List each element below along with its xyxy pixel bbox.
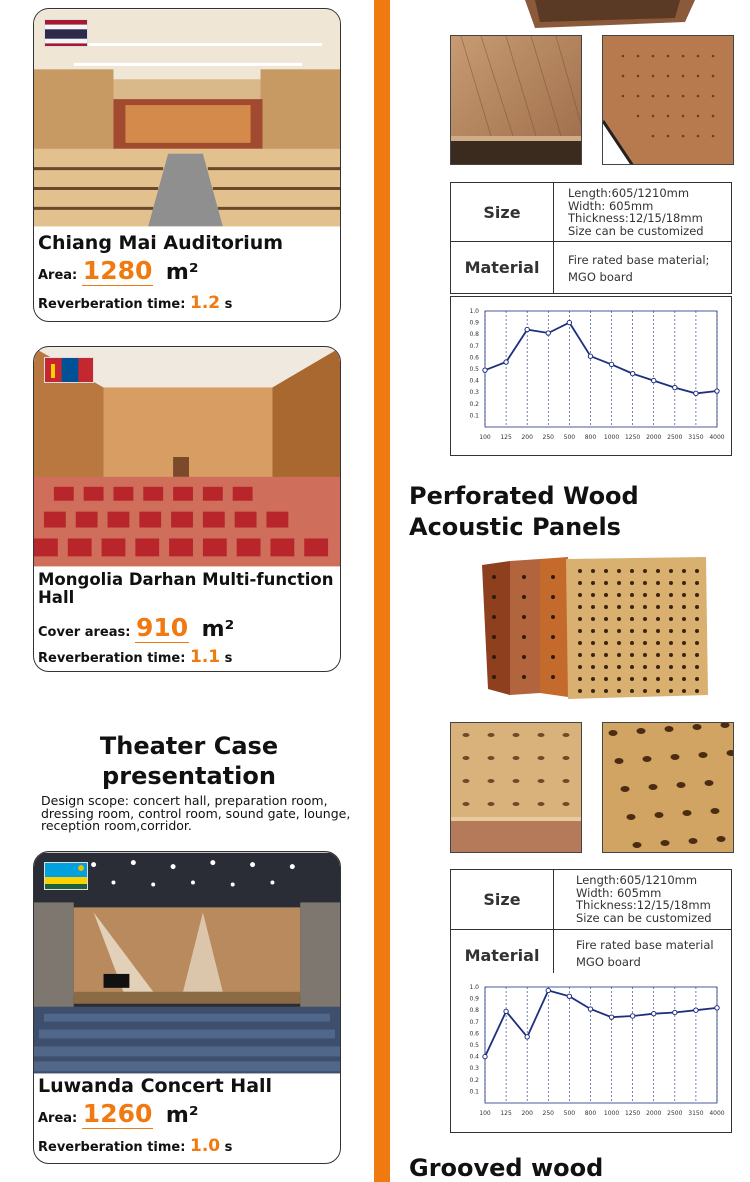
theater-title-line1: Theater Case xyxy=(99,732,279,760)
x-tick-label: 1000 xyxy=(603,1110,620,1117)
data-point xyxy=(567,994,571,998)
area-label: Cover areas: xyxy=(38,625,131,640)
x-tick-label: 500 xyxy=(563,434,576,441)
y-tick-label: 0.3 xyxy=(469,389,479,397)
theater-title xyxy=(84,731,294,791)
area-value: 1280 xyxy=(82,256,153,285)
y-tick-label: 0.2 xyxy=(469,400,479,408)
reverb-unit: s xyxy=(224,297,233,312)
x-tick-label: 1250 xyxy=(624,1110,641,1117)
case-reverb xyxy=(38,647,232,667)
x-tick-label: 3150 xyxy=(688,1110,704,1117)
theater-title-line2: presentation xyxy=(102,762,276,790)
area-unit: m² xyxy=(201,617,235,642)
spec-length: Length:605/1210mm xyxy=(576,873,698,887)
reverb-label: Reverberation time: xyxy=(38,1140,186,1155)
x-tick-label: 1000 xyxy=(603,434,620,441)
data-point xyxy=(715,1006,719,1010)
data-point xyxy=(483,368,487,372)
data-point xyxy=(525,1035,529,1039)
wood-panel-sample-1 xyxy=(450,35,582,165)
x-tick-label: 800 xyxy=(584,1110,597,1117)
thailand-flag-icon xyxy=(44,19,88,47)
data-point xyxy=(673,1010,677,1014)
perforated-sample-1 xyxy=(450,722,582,853)
data-point xyxy=(630,1014,634,1018)
x-tick-label: 125 xyxy=(500,434,512,441)
y-tick-label: 0.6 xyxy=(469,1030,479,1038)
data-point xyxy=(546,988,550,992)
case-name: Mongolia Darhan Multi-function Hall xyxy=(38,570,334,608)
spec-length: Length:605/1210mm xyxy=(568,186,690,200)
spec-material-values xyxy=(554,930,731,974)
x-tick-label: 800 xyxy=(584,434,597,441)
data-point xyxy=(525,327,529,331)
mongolia-flag-icon xyxy=(44,357,94,383)
panel-stack-top xyxy=(525,0,695,30)
section-title-line2: Acoustic Panels xyxy=(409,513,621,541)
y-tick-label: 0.3 xyxy=(469,1065,479,1073)
x-tick-label: 250 xyxy=(542,434,554,441)
reverb-value: 1.2 xyxy=(189,293,221,313)
series-line xyxy=(485,323,717,394)
spec-table-2 xyxy=(450,869,732,975)
data-point xyxy=(673,385,677,389)
plot-frame xyxy=(485,311,717,427)
data-point xyxy=(715,389,719,393)
data-point xyxy=(652,378,656,382)
perforated-panel-stack xyxy=(480,557,712,703)
x-tick-label: 4000 xyxy=(709,1110,725,1117)
x-tick-label: 200 xyxy=(521,434,533,441)
y-tick-label: 0.8 xyxy=(469,1007,479,1015)
data-point xyxy=(609,1015,613,1019)
x-tick-label: 500 xyxy=(563,1110,576,1117)
x-tick-label: 200 xyxy=(521,1110,533,1117)
y-tick-label: 0.9 xyxy=(469,995,479,1003)
data-point xyxy=(546,331,550,335)
spec-custom: Size can be customized xyxy=(568,223,704,238)
spec-size-label: Size xyxy=(451,183,554,241)
x-tick-label: 3150 xyxy=(688,434,704,441)
data-point xyxy=(694,391,698,395)
area-label: Area: xyxy=(38,1111,78,1126)
y-tick-label: 0.4 xyxy=(469,1053,479,1061)
y-tick-label: 0.1 xyxy=(469,412,479,420)
divider-bar xyxy=(374,0,390,1182)
data-point xyxy=(504,360,508,364)
section-title-line1: Perforated Wood xyxy=(409,482,639,510)
data-point xyxy=(588,1007,592,1011)
area-unit: m² xyxy=(165,260,199,285)
data-point xyxy=(630,371,634,375)
x-tick-label: 100 xyxy=(479,434,491,441)
y-tick-label: 0.9 xyxy=(469,319,479,327)
spec-width: Width: 605mm xyxy=(576,885,662,900)
x-tick-label: 1250 xyxy=(624,434,641,441)
case-area xyxy=(38,256,198,285)
area-unit: m² xyxy=(165,1103,199,1128)
reverb-unit: s xyxy=(224,1140,233,1155)
x-tick-label: 2500 xyxy=(667,1110,683,1117)
spec-material-line: Fire rated base material xyxy=(576,938,714,952)
absorption-chart-2-svg xyxy=(451,973,731,1131)
plot-frame xyxy=(485,987,717,1103)
area-label: Area: xyxy=(38,268,78,283)
reverb-unit: s xyxy=(224,651,233,666)
case-area xyxy=(38,1099,198,1128)
case-reverb xyxy=(38,293,232,313)
spec-material-values xyxy=(554,242,731,293)
x-tick-label: 250 xyxy=(542,1110,554,1117)
case-name: Luwanda Concert Hall xyxy=(38,1075,273,1097)
x-tick-label: 100 xyxy=(479,1110,491,1117)
perforated-sample-2 xyxy=(602,722,734,853)
absorption-chart-1-svg xyxy=(451,297,731,455)
data-point xyxy=(588,354,592,358)
case-card-chiang-mai xyxy=(33,8,341,322)
area-value: 1260 xyxy=(82,1099,153,1128)
y-tick-label: 0.7 xyxy=(469,342,479,350)
spec-thickness: Thickness:12/15/18mm xyxy=(568,211,703,225)
y-tick-label: 0.5 xyxy=(469,366,479,373)
spec-material-label: Material xyxy=(451,930,554,974)
x-tick-label: 2000 xyxy=(646,434,662,441)
y-tick-label: 0.6 xyxy=(469,354,479,362)
spec-material-label: Material xyxy=(451,242,554,293)
series-line xyxy=(485,991,717,1057)
case-card-luwanda xyxy=(33,851,341,1164)
data-point xyxy=(609,362,613,366)
x-tick-label: 2500 xyxy=(667,434,683,441)
reverb-value: 1.1 xyxy=(189,647,221,667)
y-tick-label: 0.8 xyxy=(469,331,479,339)
reverb-value: 1.0 xyxy=(189,1136,221,1156)
section-title-grooved: Grooved wood xyxy=(409,1154,604,1182)
y-tick-label: 0.5 xyxy=(469,1042,479,1049)
data-point xyxy=(694,1008,698,1012)
case-area xyxy=(38,613,234,642)
y-tick-label: 1.0 xyxy=(469,984,479,991)
spec-material-line: Fire rated base material; xyxy=(568,253,710,267)
spec-thickness: Thickness:12/15/18mm xyxy=(576,898,711,912)
y-tick-label: 0.7 xyxy=(469,1018,479,1026)
case-name: Chiang Mai Auditorium xyxy=(38,232,284,254)
spec-size-label: Size xyxy=(451,870,554,929)
y-tick-label: 0.2 xyxy=(469,1076,479,1084)
data-point xyxy=(504,1009,508,1013)
wood-panel-sample-2 xyxy=(602,35,734,165)
reverb-label: Reverberation time: xyxy=(38,651,186,666)
y-tick-label: 1.0 xyxy=(469,308,479,315)
case-card-mongolia xyxy=(33,346,341,672)
absorption-chart-1 xyxy=(450,296,732,456)
data-point xyxy=(567,320,571,324)
spec-width: Width: 605mm xyxy=(568,198,654,213)
spec-material-line: MGO board xyxy=(576,955,641,969)
x-tick-label: 4000 xyxy=(709,434,725,441)
x-tick-label: 2000 xyxy=(646,1110,662,1117)
y-tick-label: 0.1 xyxy=(469,1088,479,1096)
spec-custom: Size can be customized xyxy=(576,910,712,925)
design-scope: Design scope: concert hall, preparation room, dressing room, control room, sound gate, lounge, reception room,corridor. xyxy=(41,793,351,833)
spec-table-1 xyxy=(450,182,732,294)
case-reverb xyxy=(38,1136,232,1156)
x-tick-label: 125 xyxy=(500,1110,512,1117)
absorption-chart-2 xyxy=(450,973,732,1133)
reverb-label: Reverberation time: xyxy=(38,297,186,312)
y-tick-label: 0.4 xyxy=(469,377,479,385)
spec-size-values xyxy=(554,870,731,929)
area-value: 910 xyxy=(135,613,189,642)
rwanda-flag-icon xyxy=(44,862,88,890)
data-point xyxy=(483,1054,487,1058)
spec-material-line: MGO board xyxy=(568,270,633,284)
data-point xyxy=(652,1011,656,1015)
spec-size-values xyxy=(554,183,731,241)
section-title-perforated xyxy=(409,481,639,543)
